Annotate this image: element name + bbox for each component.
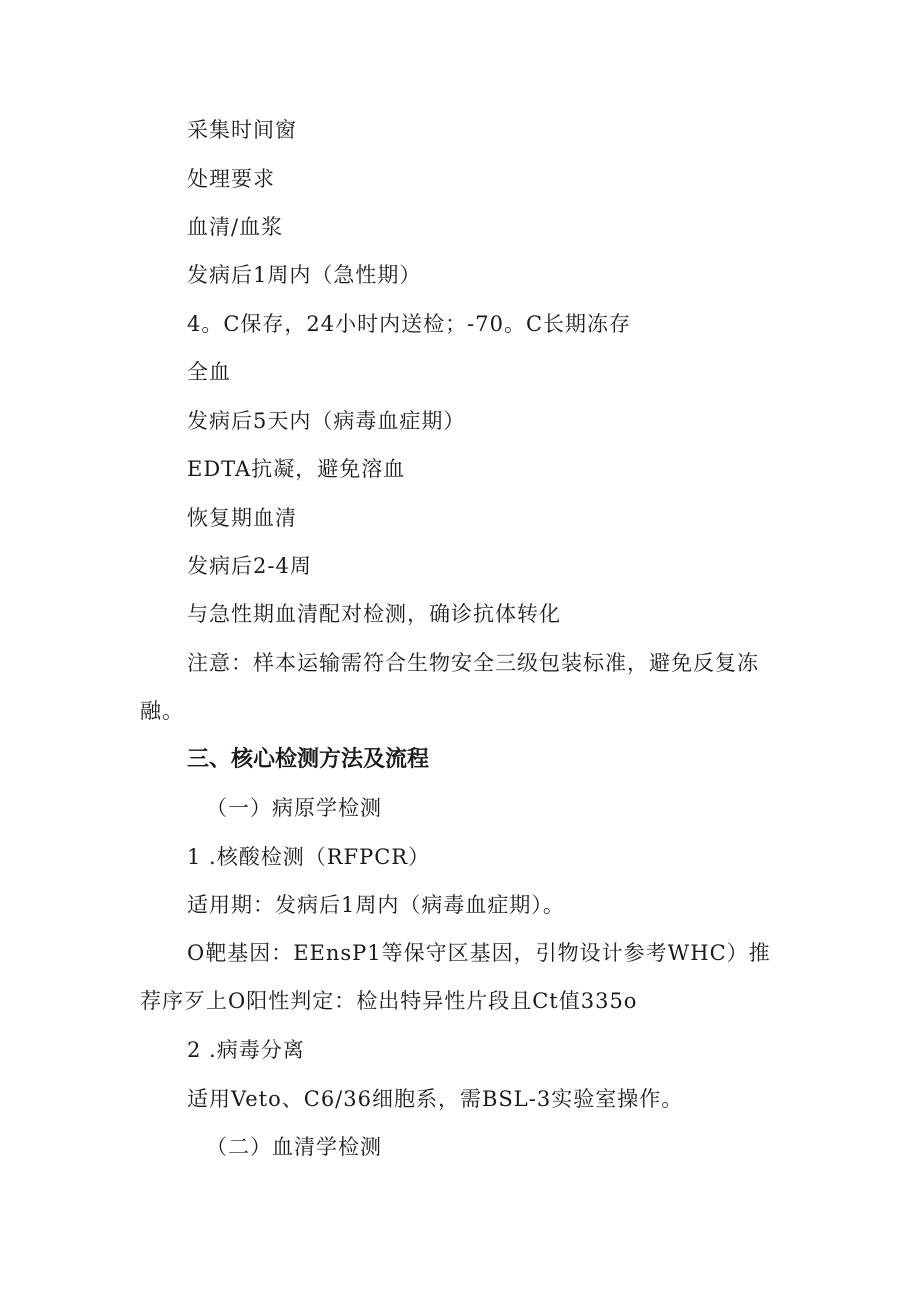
target-gene-paragraph: O靶基因：EEnsP1等保守区基因，引物设计参考WHC）推荐序歹上O阳性判定：检出特异性片段且Ct值335o [140,941,771,1013]
text-line: 发病后1周内（急性期） [187,263,422,287]
text-line: 发病后5天内（病毒血症期） [187,409,466,433]
text-line: 恢复期血清 [187,506,297,530]
text-line: 采集时间窗 [187,118,297,142]
text-line: 全血 [187,360,231,384]
text-line: 适用Veto、C6/36细胞系，需BSL-3实验室操作。 [187,1087,684,1111]
subsection-heading: （二）血清学检测 [206,1135,382,1159]
text-line: 发病后2-4周 [187,554,312,578]
text-line: EDTA抗凝，避免溶血 [187,457,406,481]
list-item-title: 1 .核酸检测（RFPCR） [187,845,431,869]
text-line: 处理要求 [187,167,275,191]
list-item-title: 2 .病毒分离 [187,1038,305,1062]
note-paragraph: 注意：样本运输需符合生物安全三级包装标准，避免反复冻融。 [140,651,759,723]
text-line: 4。C保存，24小时内送检；-70。C长期冻存 [187,312,632,336]
section-heading: 三、核心检测方法及流程 [187,747,430,772]
text-line: 与急性期血清配对检测，确诊抗体转化 [187,602,561,626]
subsection-heading: （一）病原学检测 [206,796,382,820]
text-line: 适用期：发病后1周内（病毒血症期）。 [187,893,565,917]
text-line: 血清/血浆 [187,215,284,239]
